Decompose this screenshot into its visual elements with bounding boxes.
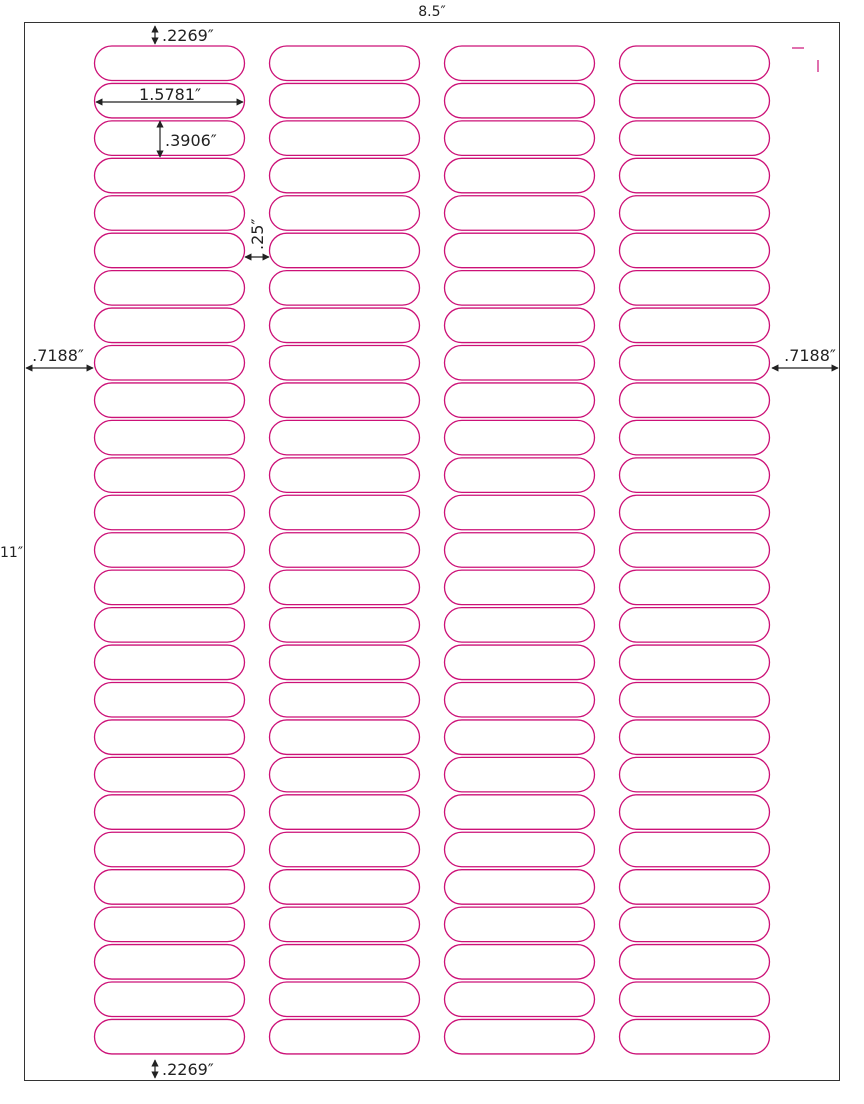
label-outline — [620, 533, 770, 568]
label-outline — [270, 757, 420, 792]
label-outline — [620, 832, 770, 867]
label-outline — [620, 158, 770, 193]
label-outline — [620, 346, 770, 381]
label-outline — [270, 645, 420, 680]
label-outline — [95, 271, 245, 306]
label-outline — [95, 757, 245, 792]
label-outline — [95, 346, 245, 381]
label-outline — [270, 420, 420, 455]
label-outline — [445, 458, 595, 493]
label-outline — [270, 1019, 420, 1053]
label-outline — [445, 945, 595, 980]
label-outline — [445, 870, 595, 905]
label-outline — [445, 420, 595, 455]
sheet-outline — [25, 23, 840, 1081]
label-outline — [445, 608, 595, 643]
label-outline — [445, 271, 595, 306]
label-outline — [95, 832, 245, 867]
label-outline — [445, 907, 595, 942]
label-outline — [95, 158, 245, 193]
label-outline — [620, 795, 770, 830]
label-outline — [445, 83, 595, 118]
label-outline — [270, 233, 420, 268]
label-outline — [445, 645, 595, 680]
label-outline — [445, 46, 595, 81]
label-outline — [95, 233, 245, 268]
left-margin-label: .7188″ — [32, 346, 84, 365]
label-outline — [95, 420, 245, 455]
label-grid — [95, 46, 770, 1054]
label-outline — [445, 982, 595, 1017]
label-outline — [620, 271, 770, 306]
label-outline — [445, 682, 595, 717]
label-outline — [270, 83, 420, 118]
label-outline — [270, 46, 420, 81]
label-outline — [270, 907, 420, 942]
label-outline — [270, 121, 420, 156]
label-outline — [620, 308, 770, 343]
label-outline — [620, 458, 770, 493]
label-outline — [95, 533, 245, 568]
label-height-label: .3906″ — [165, 131, 217, 150]
label-outline — [270, 271, 420, 306]
label-outline — [620, 870, 770, 905]
column-gap-label: .25″ — [248, 218, 267, 250]
label-outline — [270, 682, 420, 717]
label-outline — [95, 196, 245, 231]
label-outline — [620, 982, 770, 1017]
label-outline — [95, 870, 245, 905]
label-outline — [445, 308, 595, 343]
label-outline — [270, 945, 420, 980]
label-outline — [620, 121, 770, 156]
label-width-label: 1.5781″ — [139, 85, 201, 104]
label-outline — [445, 495, 595, 530]
label-outline — [95, 608, 245, 643]
top-margin-label: .2269″ — [162, 26, 214, 45]
label-outline — [270, 832, 420, 867]
label-outline — [95, 495, 245, 530]
label-outline — [620, 83, 770, 118]
label-outline — [620, 570, 770, 605]
label-outline — [620, 945, 770, 980]
label-outline — [270, 795, 420, 830]
label-outline — [620, 720, 770, 755]
label-outline — [620, 907, 770, 942]
label-outline — [270, 495, 420, 530]
label-outline — [445, 158, 595, 193]
label-outline — [270, 158, 420, 193]
label-outline — [95, 1019, 245, 1053]
label-outline — [445, 121, 595, 156]
label-outline — [95, 720, 245, 755]
label-outline — [620, 196, 770, 231]
label-outline — [445, 1019, 595, 1053]
label-outline — [95, 907, 245, 942]
bottom-margin-label: .2269″ — [162, 1060, 214, 1079]
label-outline — [445, 757, 595, 792]
label-outline — [445, 383, 595, 418]
label-outline — [95, 795, 245, 830]
label-outline — [620, 383, 770, 418]
label-outline — [270, 346, 420, 381]
label-outline — [270, 383, 420, 418]
registration-mark — [792, 48, 818, 72]
label-outline — [270, 308, 420, 343]
right-margin-label: .7188″ — [784, 346, 836, 365]
label-outline — [95, 308, 245, 343]
label-outline — [620, 46, 770, 81]
label-outline — [620, 682, 770, 717]
label-outline — [270, 870, 420, 905]
label-outline — [445, 346, 595, 381]
sheet-height-label: 11″ — [0, 545, 24, 561]
label-outline — [95, 570, 245, 605]
label-outline — [270, 982, 420, 1017]
label-outline — [620, 608, 770, 643]
label-outline — [95, 645, 245, 680]
label-outline — [620, 233, 770, 268]
label-outline — [270, 570, 420, 605]
label-outline — [445, 832, 595, 867]
label-outline — [270, 720, 420, 755]
label-outline — [445, 570, 595, 605]
label-outline — [445, 196, 595, 231]
label-outline — [95, 458, 245, 493]
label-outline — [270, 196, 420, 231]
label-outline — [445, 533, 595, 568]
label-outline — [445, 720, 595, 755]
label-outline — [445, 795, 595, 830]
label-outline — [95, 383, 245, 418]
label-outline — [620, 420, 770, 455]
label-outline — [620, 757, 770, 792]
label-outline — [620, 495, 770, 530]
label-outline — [95, 945, 245, 980]
label-outline — [620, 1019, 770, 1053]
label-outline — [270, 458, 420, 493]
label-outline — [445, 233, 595, 268]
label-outline — [270, 608, 420, 643]
label-outline — [95, 682, 245, 717]
sheet-width-label: 8.5″ — [418, 4, 446, 20]
label-outline — [95, 982, 245, 1017]
label-outline — [270, 533, 420, 568]
label-outline — [95, 46, 245, 81]
label-outline — [620, 645, 770, 680]
